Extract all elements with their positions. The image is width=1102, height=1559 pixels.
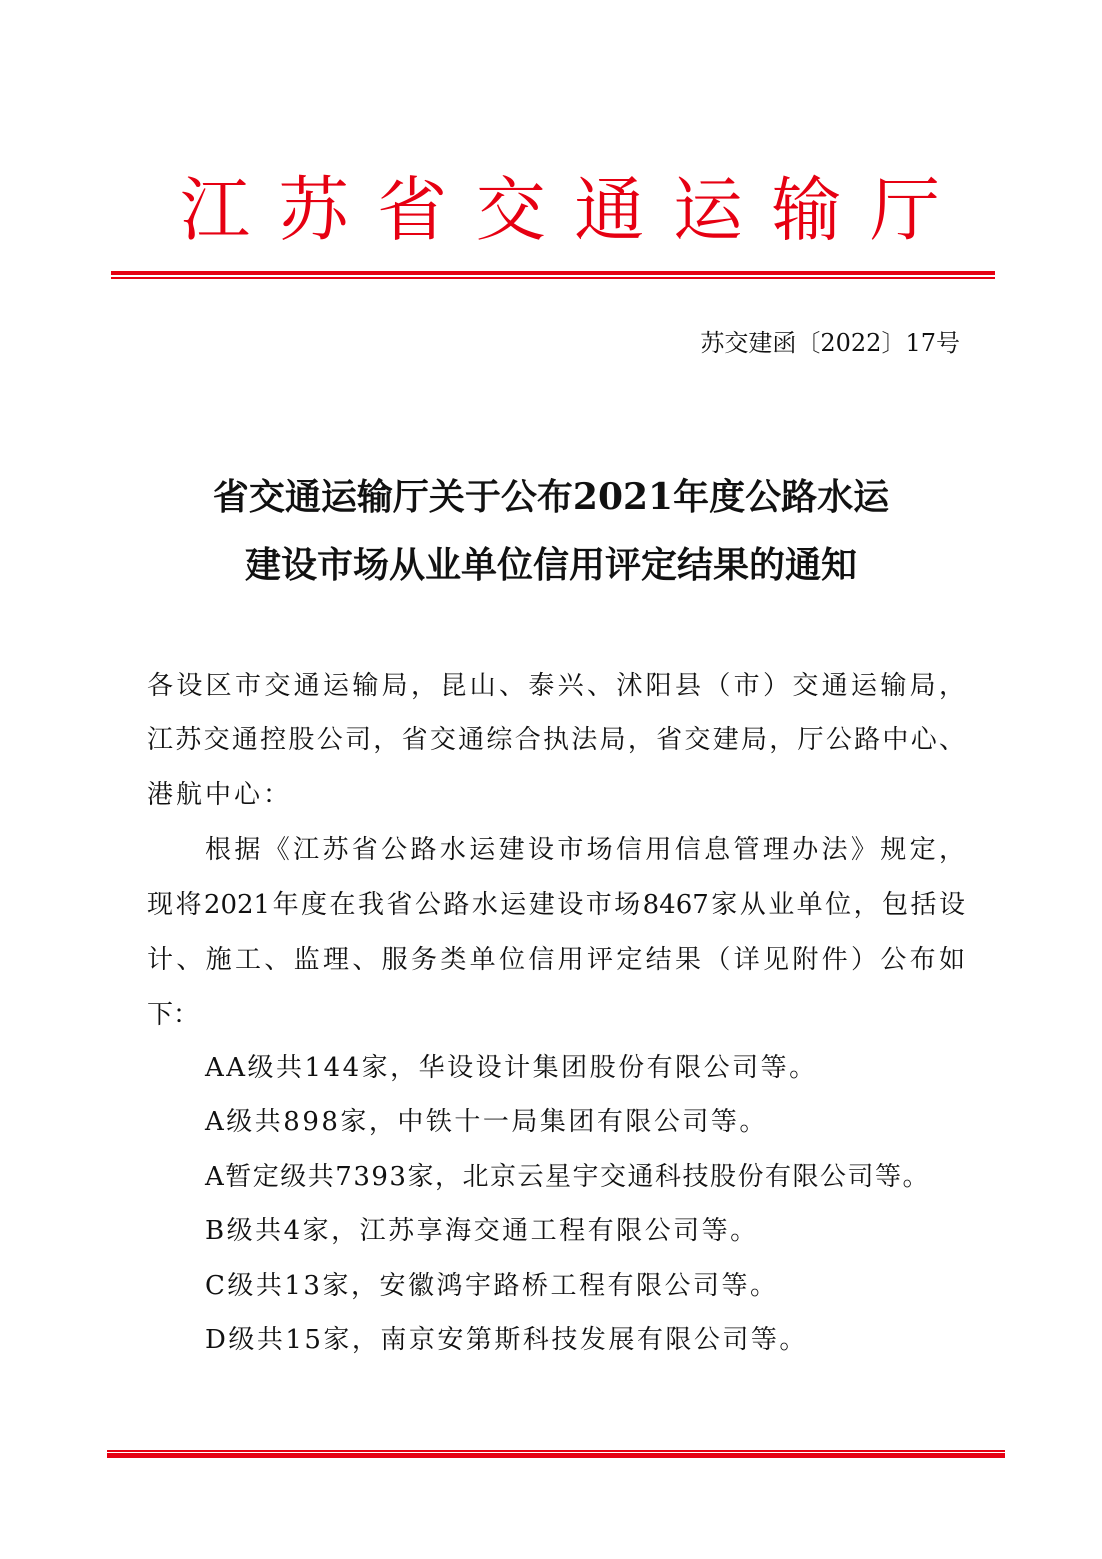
grade-line-b: B级共4家，江苏享海交通工程有限公司等。 bbox=[205, 1216, 759, 1246]
header-rule-thick bbox=[111, 271, 995, 275]
document-number: 苏交建函〔2022〕17号 bbox=[700, 329, 960, 357]
issuer-header bbox=[180, 160, 940, 260]
notice-title-line-2: 建设市场从业单位信用评定结果的通知 bbox=[244, 544, 857, 586]
issuer-char: 交 bbox=[475, 169, 546, 251]
issuer-char: 省 bbox=[377, 169, 448, 251]
issuer-char: 输 bbox=[771, 169, 842, 251]
grade-line-aa: AA级共144家，华设设计集团股份有限公司等。 bbox=[205, 1053, 818, 1083]
footer-rule-thick bbox=[107, 1453, 1005, 1458]
issuer-char: 江 bbox=[180, 169, 250, 251]
issuer-char: 运 bbox=[672, 169, 743, 251]
issuer-char: 苏 bbox=[278, 169, 349, 251]
issuer-char: 通 bbox=[574, 169, 645, 251]
grade-line-a-provisional: A暂定级共7393家，北京云星宇交通科技股份有限公司等。 bbox=[205, 1162, 930, 1192]
grade-line-a: A级共898家，中铁十一局集团有限公司等。 bbox=[205, 1107, 768, 1137]
grade-line-c: C级共13家，安徽鸿宇路桥工程有限公司等。 bbox=[205, 1271, 779, 1301]
issuer-char: 厅 bbox=[869, 169, 940, 251]
addressee-line: 各设区市交通运输局，昆山、泰兴、沭阳县（市）交通运输局， bbox=[147, 671, 965, 701]
addressee-line: 港航中心： bbox=[147, 780, 293, 810]
header-rule-thin bbox=[111, 277, 995, 279]
notice-title-line-1: 省交通运输厅关于公布2021年度公路水运 bbox=[212, 476, 890, 518]
paragraph-line: 下： bbox=[147, 1000, 200, 1030]
paragraph-line: 现将2021年度在我省公路水运建设市场8467家从业单位，包括设 bbox=[147, 890, 965, 920]
footer-rule-thin bbox=[107, 1450, 1005, 1452]
paragraph-line: 根据《江苏省公路水运建设市场信用信息管理办法》规定， bbox=[205, 835, 965, 865]
grade-line-d: D级共15家，南京安第斯科技发展有限公司等。 bbox=[205, 1325, 808, 1355]
addressee-line: 江苏交通控股公司，省交通综合执法局，省交建局，厅公路中心、 bbox=[147, 725, 965, 755]
paragraph-line: 计、施工、监理、服务类单位信用评定结果（详见附件）公布如 bbox=[147, 945, 965, 975]
